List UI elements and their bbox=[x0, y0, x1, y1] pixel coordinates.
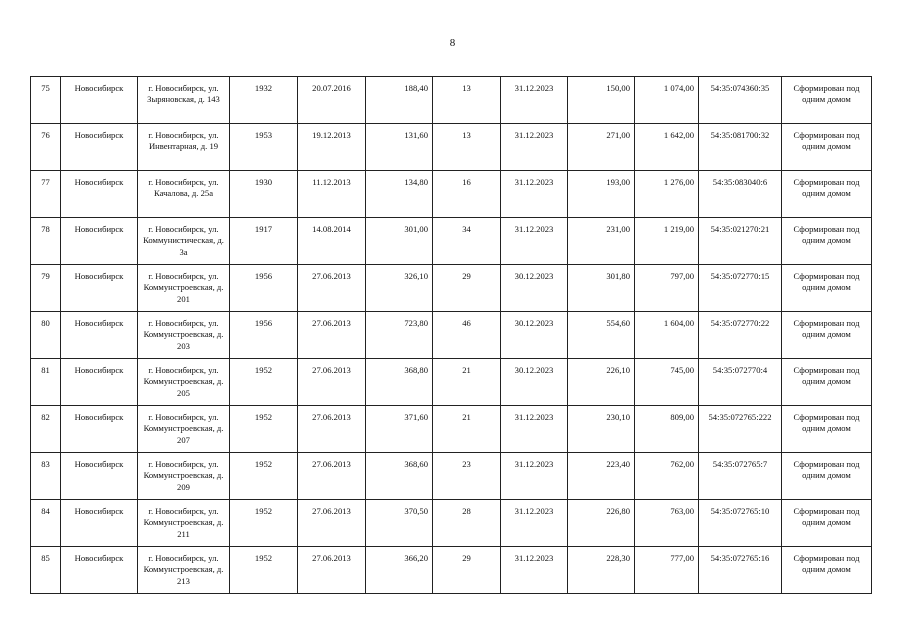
city-cell: Новосибирск bbox=[61, 500, 138, 547]
value2-cell: 763,00 bbox=[635, 500, 699, 547]
date-cell: 27.06.2013 bbox=[298, 312, 366, 359]
count-cell: 21 bbox=[433, 359, 501, 406]
address-cell: г. Новосибирск, ул. Коммунистическая, д. 3а bbox=[138, 218, 230, 265]
cadastral-number-cell: 54:35:074360:35 bbox=[699, 77, 782, 124]
date-cell: 27.06.2013 bbox=[298, 453, 366, 500]
value1-cell: 226,80 bbox=[568, 500, 635, 547]
status-cell: Сформирован под одним домом bbox=[782, 124, 872, 171]
status-cell: Сформирован под одним домом bbox=[782, 218, 872, 265]
row-number-cell: 79 bbox=[31, 265, 61, 312]
area-cell: 723,80 bbox=[366, 312, 433, 359]
city-cell: Новосибирск bbox=[61, 265, 138, 312]
value1-cell: 228,30 bbox=[568, 547, 635, 594]
deadline-cell: 31.12.2023 bbox=[501, 547, 568, 594]
address-cell: г. Новосибирск, ул. Коммунстроевская, д. 203 bbox=[138, 312, 230, 359]
table-row bbox=[31, 171, 872, 218]
cadastral-number-cell: 54:35:072765:10 bbox=[699, 500, 782, 547]
value1-cell: 554,60 bbox=[568, 312, 635, 359]
value2-cell: 1 642,00 bbox=[635, 124, 699, 171]
table-row bbox=[31, 453, 872, 500]
count-cell: 29 bbox=[433, 547, 501, 594]
city-cell: Новосибирск bbox=[61, 77, 138, 124]
address-cell: г. Новосибирск, ул. Инвентарная, д. 19 bbox=[138, 124, 230, 171]
value2-cell: 797,00 bbox=[635, 265, 699, 312]
address-cell: г. Новосибирск, ул. Коммунстроевская, д. 207 bbox=[138, 406, 230, 453]
value1-cell: 231,00 bbox=[568, 218, 635, 265]
build-year-cell: 1932 bbox=[230, 77, 298, 124]
row-number-cell: 84 bbox=[31, 500, 61, 547]
status-cell: Сформирован под одним домом bbox=[782, 171, 872, 218]
cadastral-number-cell: 54:35:072770:15 bbox=[699, 265, 782, 312]
row-number-cell: 78 bbox=[31, 218, 61, 265]
area-cell: 326,10 bbox=[366, 265, 433, 312]
count-cell: 16 bbox=[433, 171, 501, 218]
deadline-cell: 30.12.2023 bbox=[501, 312, 568, 359]
area-cell: 366,20 bbox=[366, 547, 433, 594]
date-cell: 27.06.2013 bbox=[298, 265, 366, 312]
area-cell: 134,80 bbox=[366, 171, 433, 218]
value1-cell: 150,00 bbox=[568, 77, 635, 124]
status-cell: Сформирован под одним домом bbox=[782, 265, 872, 312]
cadastral-number-cell: 54:35:081700:32 bbox=[699, 124, 782, 171]
value2-cell: 1 219,00 bbox=[635, 218, 699, 265]
status-cell: Сформирован под одним домом bbox=[782, 453, 872, 500]
table-row bbox=[31, 359, 872, 406]
row-number-cell: 75 bbox=[31, 77, 61, 124]
value1-cell: 193,00 bbox=[568, 171, 635, 218]
address-cell: г. Новосибирск, ул. Коммунстроевская, д. 213 bbox=[138, 547, 230, 594]
count-cell: 28 bbox=[433, 500, 501, 547]
value2-cell: 762,00 bbox=[635, 453, 699, 500]
status-cell: Сформирован под одним домом bbox=[782, 500, 872, 547]
area-cell: 301,00 bbox=[366, 218, 433, 265]
deadline-cell: 31.12.2023 bbox=[501, 124, 568, 171]
row-number-cell: 83 bbox=[31, 453, 61, 500]
page-number: 8 bbox=[449, 37, 456, 49]
date-cell: 27.06.2013 bbox=[298, 547, 366, 594]
cadastral-number-cell: 54:35:021270:21 bbox=[699, 218, 782, 265]
deadline-cell: 31.12.2023 bbox=[501, 218, 568, 265]
build-year-cell: 1956 bbox=[230, 312, 298, 359]
address-cell: г. Новосибирск, ул. Коммунстроевская, д. 209 bbox=[138, 453, 230, 500]
date-cell: 27.06.2013 bbox=[298, 359, 366, 406]
deadline-cell: 30.12.2023 bbox=[501, 359, 568, 406]
status-cell: Сформирован под одним домом bbox=[782, 406, 872, 453]
table-row bbox=[31, 312, 872, 359]
status-cell: Сформирован под одним домом bbox=[782, 312, 872, 359]
housing-registry-table bbox=[30, 76, 872, 594]
table-row bbox=[31, 124, 872, 171]
count-cell: 34 bbox=[433, 218, 501, 265]
value1-cell: 271,00 bbox=[568, 124, 635, 171]
table-row bbox=[31, 406, 872, 453]
build-year-cell: 1953 bbox=[230, 124, 298, 171]
cadastral-number-cell: 54:35:072765:7 bbox=[699, 453, 782, 500]
cadastral-number-cell: 54:35:083040:6 bbox=[699, 171, 782, 218]
value2-cell: 1 074,00 bbox=[635, 77, 699, 124]
deadline-cell: 31.12.2023 bbox=[501, 500, 568, 547]
table-row bbox=[31, 500, 872, 547]
count-cell: 46 bbox=[433, 312, 501, 359]
deadline-cell: 31.12.2023 bbox=[501, 77, 568, 124]
build-year-cell: 1952 bbox=[230, 453, 298, 500]
cadastral-number-cell: 54:35:072765:16 bbox=[699, 547, 782, 594]
date-cell: 27.06.2013 bbox=[298, 500, 366, 547]
build-year-cell: 1952 bbox=[230, 500, 298, 547]
address-cell: г. Новосибирск, ул. Коммунстроевская, д. 201 bbox=[138, 265, 230, 312]
row-number-cell: 85 bbox=[31, 547, 61, 594]
city-cell: Новосибирск bbox=[61, 218, 138, 265]
area-cell: 368,60 bbox=[366, 453, 433, 500]
city-cell: Новосибирск bbox=[61, 359, 138, 406]
deadline-cell: 31.12.2023 bbox=[501, 453, 568, 500]
date-cell: 14.08.2014 bbox=[298, 218, 366, 265]
area-cell: 368,80 bbox=[366, 359, 433, 406]
city-cell: Новосибирск bbox=[61, 406, 138, 453]
deadline-cell: 31.12.2023 bbox=[501, 171, 568, 218]
build-year-cell: 1917 bbox=[230, 218, 298, 265]
cadastral-number-cell: 54:35:072770:22 bbox=[699, 312, 782, 359]
row-number-cell: 77 bbox=[31, 171, 61, 218]
value1-cell: 226,10 bbox=[568, 359, 635, 406]
value2-cell: 809,00 bbox=[635, 406, 699, 453]
row-number-cell: 80 bbox=[31, 312, 61, 359]
date-cell: 11.12.2013 bbox=[298, 171, 366, 218]
value2-cell: 745,00 bbox=[635, 359, 699, 406]
table-row bbox=[31, 265, 872, 312]
date-cell: 27.06.2013 bbox=[298, 406, 366, 453]
area-cell: 370,50 bbox=[366, 500, 433, 547]
area-cell: 188,40 bbox=[366, 77, 433, 124]
build-year-cell: 1956 bbox=[230, 265, 298, 312]
table-row bbox=[31, 77, 872, 124]
address-cell: г. Новосибирск, ул. Качалова, д. 25а bbox=[138, 171, 230, 218]
count-cell: 13 bbox=[433, 124, 501, 171]
cadastral-number-cell: 54:35:072765:222 bbox=[699, 406, 782, 453]
area-cell: 131,60 bbox=[366, 124, 433, 171]
address-cell: г. Новосибирск, ул. Зыряновская, д. 143 bbox=[138, 77, 230, 124]
row-number-cell: 76 bbox=[31, 124, 61, 171]
row-number-cell: 82 bbox=[31, 406, 61, 453]
area-cell: 371,60 bbox=[366, 406, 433, 453]
value2-cell: 1 276,00 bbox=[635, 171, 699, 218]
value1-cell: 223,40 bbox=[568, 453, 635, 500]
count-cell: 21 bbox=[433, 406, 501, 453]
table-row bbox=[31, 218, 872, 265]
deadline-cell: 30.12.2023 bbox=[501, 265, 568, 312]
build-year-cell: 1930 bbox=[230, 171, 298, 218]
address-cell: г. Новосибирск, ул. Коммунстроевская, д. 211 bbox=[138, 500, 230, 547]
build-year-cell: 1952 bbox=[230, 406, 298, 453]
count-cell: 29 bbox=[433, 265, 501, 312]
registry-body bbox=[31, 77, 872, 594]
address-cell: г. Новосибирск, ул. Коммунстроевская, д. 205 bbox=[138, 359, 230, 406]
city-cell: Новосибирск bbox=[61, 124, 138, 171]
value1-cell: 230,10 bbox=[568, 406, 635, 453]
row-number-cell: 81 bbox=[31, 359, 61, 406]
build-year-cell: 1952 bbox=[230, 547, 298, 594]
table-row bbox=[31, 547, 872, 594]
city-cell: Новосибирск bbox=[61, 171, 138, 218]
date-cell: 19.12.2013 bbox=[298, 124, 366, 171]
build-year-cell: 1952 bbox=[230, 359, 298, 406]
status-cell: Сформирован под одним домом bbox=[782, 359, 872, 406]
status-cell: Сформирован под одним домом bbox=[782, 77, 872, 124]
city-cell: Новосибирск bbox=[61, 453, 138, 500]
value2-cell: 1 604,00 bbox=[635, 312, 699, 359]
city-cell: Новосибирск bbox=[61, 312, 138, 359]
value1-cell: 301,80 bbox=[568, 265, 635, 312]
value2-cell: 777,00 bbox=[635, 547, 699, 594]
deadline-cell: 31.12.2023 bbox=[501, 406, 568, 453]
city-cell: Новосибирск bbox=[61, 547, 138, 594]
cadastral-number-cell: 54:35:072770:4 bbox=[699, 359, 782, 406]
count-cell: 23 bbox=[433, 453, 501, 500]
status-cell: Сформирован под одним домом bbox=[782, 547, 872, 594]
date-cell: 20.07.2016 bbox=[298, 77, 366, 124]
count-cell: 13 bbox=[433, 77, 501, 124]
